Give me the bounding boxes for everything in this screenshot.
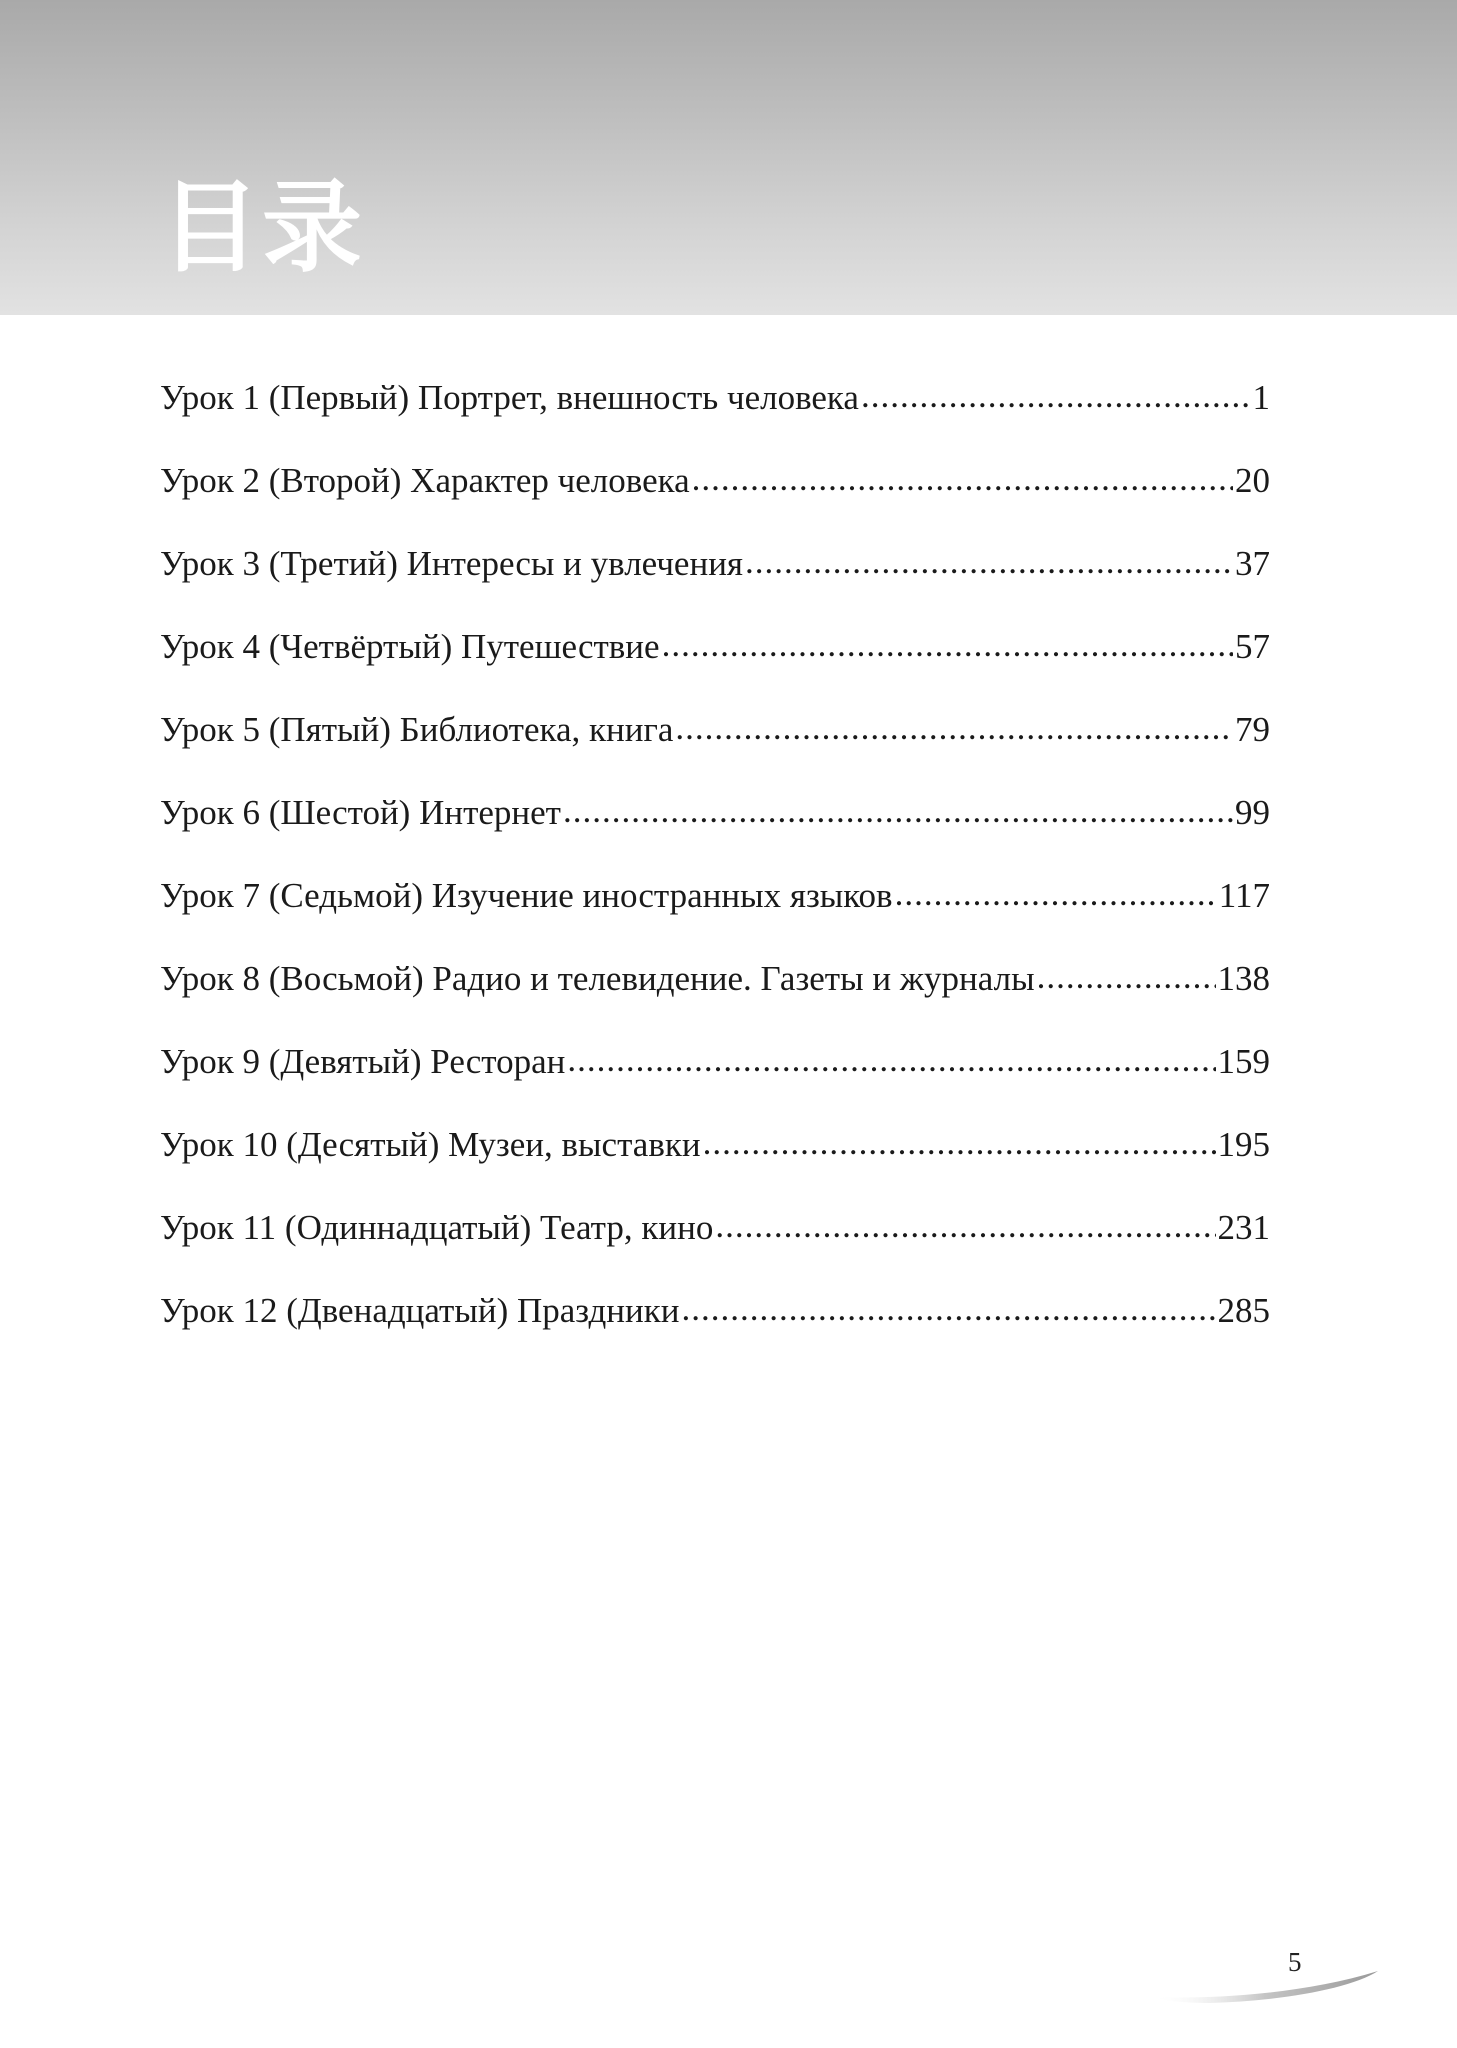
toc-dot-leader <box>745 542 1233 582</box>
toc-entry-title: Урок 1 (Первый) Портрет, внешность человека <box>160 378 859 417</box>
toc-entry-page: 79 <box>1235 710 1270 749</box>
toc-entry-page: 138 <box>1217 959 1270 998</box>
toc-entry[interactable] <box>160 627 1270 710</box>
toc-entry-title: Урок 6 (Шестой) Интернет <box>160 793 561 832</box>
toc-entry-title: Урок 7 (Седьмой) Изучение иностранных языков <box>160 876 893 915</box>
toc-entry-page: 1 <box>1252 378 1270 417</box>
toc-dot-leader <box>1037 957 1216 997</box>
toc-entry[interactable] <box>160 793 1270 876</box>
toc-entry-page: 20 <box>1235 461 1270 500</box>
toc-entry-title: Урок 11 (Одиннадцатый) Театр, кино <box>160 1208 714 1247</box>
toc-entry-page: 37 <box>1235 544 1270 583</box>
toc-entry[interactable] <box>160 710 1270 793</box>
toc-dot-leader <box>703 1123 1216 1163</box>
toc-dot-leader <box>692 459 1233 499</box>
page-title: 目录 <box>160 169 364 286</box>
toc-entry-title: Урок 8 (Восьмой) Радио и телевидение. Газеты и журналы <box>160 959 1035 998</box>
toc-entry[interactable] <box>160 544 1270 627</box>
toc-entry[interactable] <box>160 876 1270 959</box>
toc-entry[interactable] <box>160 1208 1270 1291</box>
toc-entry-title: Урок 3 (Третий) Интересы и увлечения <box>160 544 744 583</box>
toc-entry-page: 99 <box>1235 793 1270 832</box>
toc-entry-title: Урок 2 (Второй) Характер человека <box>160 461 690 500</box>
toc-entry[interactable] <box>160 959 1270 1042</box>
toc-dot-leader <box>715 1206 1215 1246</box>
page-number: 5 <box>1288 1947 1302 1977</box>
swoosh-icon <box>1150 1965 1380 2005</box>
toc-dot-leader <box>861 376 1251 416</box>
toc-entry[interactable] <box>160 1291 1270 1374</box>
toc-entry[interactable] <box>160 461 1270 544</box>
toc-dot-leader <box>675 708 1233 748</box>
toc-entry[interactable] <box>160 378 1270 461</box>
toc-dot-leader <box>895 874 1217 914</box>
toc-entry-page: 195 <box>1217 1125 1270 1164</box>
toc-entry-page: 159 <box>1217 1042 1270 1081</box>
toc-dot-leader <box>563 791 1233 831</box>
toc-entry[interactable] <box>160 1042 1270 1125</box>
toc-entry-title: Урок 5 (Пятый) Библиотека, книга <box>160 710 674 749</box>
toc-entry-page: 231 <box>1217 1208 1270 1247</box>
header-band <box>0 0 1457 315</box>
toc-dot-leader <box>662 625 1233 665</box>
toc-entry-title: Урок 9 (Девятый) Ресторан <box>160 1042 566 1081</box>
toc-entry-title: Урок 10 (Десятый) Музеи, выставки <box>160 1125 701 1164</box>
table-of-contents <box>160 378 1270 1374</box>
toc-entry-title: Урок 12 (Двенадцатый) Праздники <box>160 1291 680 1330</box>
toc-entry[interactable] <box>160 1125 1270 1208</box>
toc-entry-page: 117 <box>1218 876 1270 915</box>
toc-entry-title: Урок 4 (Четвёртый) Путешествие <box>160 627 660 666</box>
toc-entry-page: 285 <box>1217 1291 1270 1330</box>
toc-entry-page: 57 <box>1235 627 1270 666</box>
toc-dot-leader <box>567 1040 1215 1080</box>
toc-dot-leader <box>681 1289 1215 1329</box>
